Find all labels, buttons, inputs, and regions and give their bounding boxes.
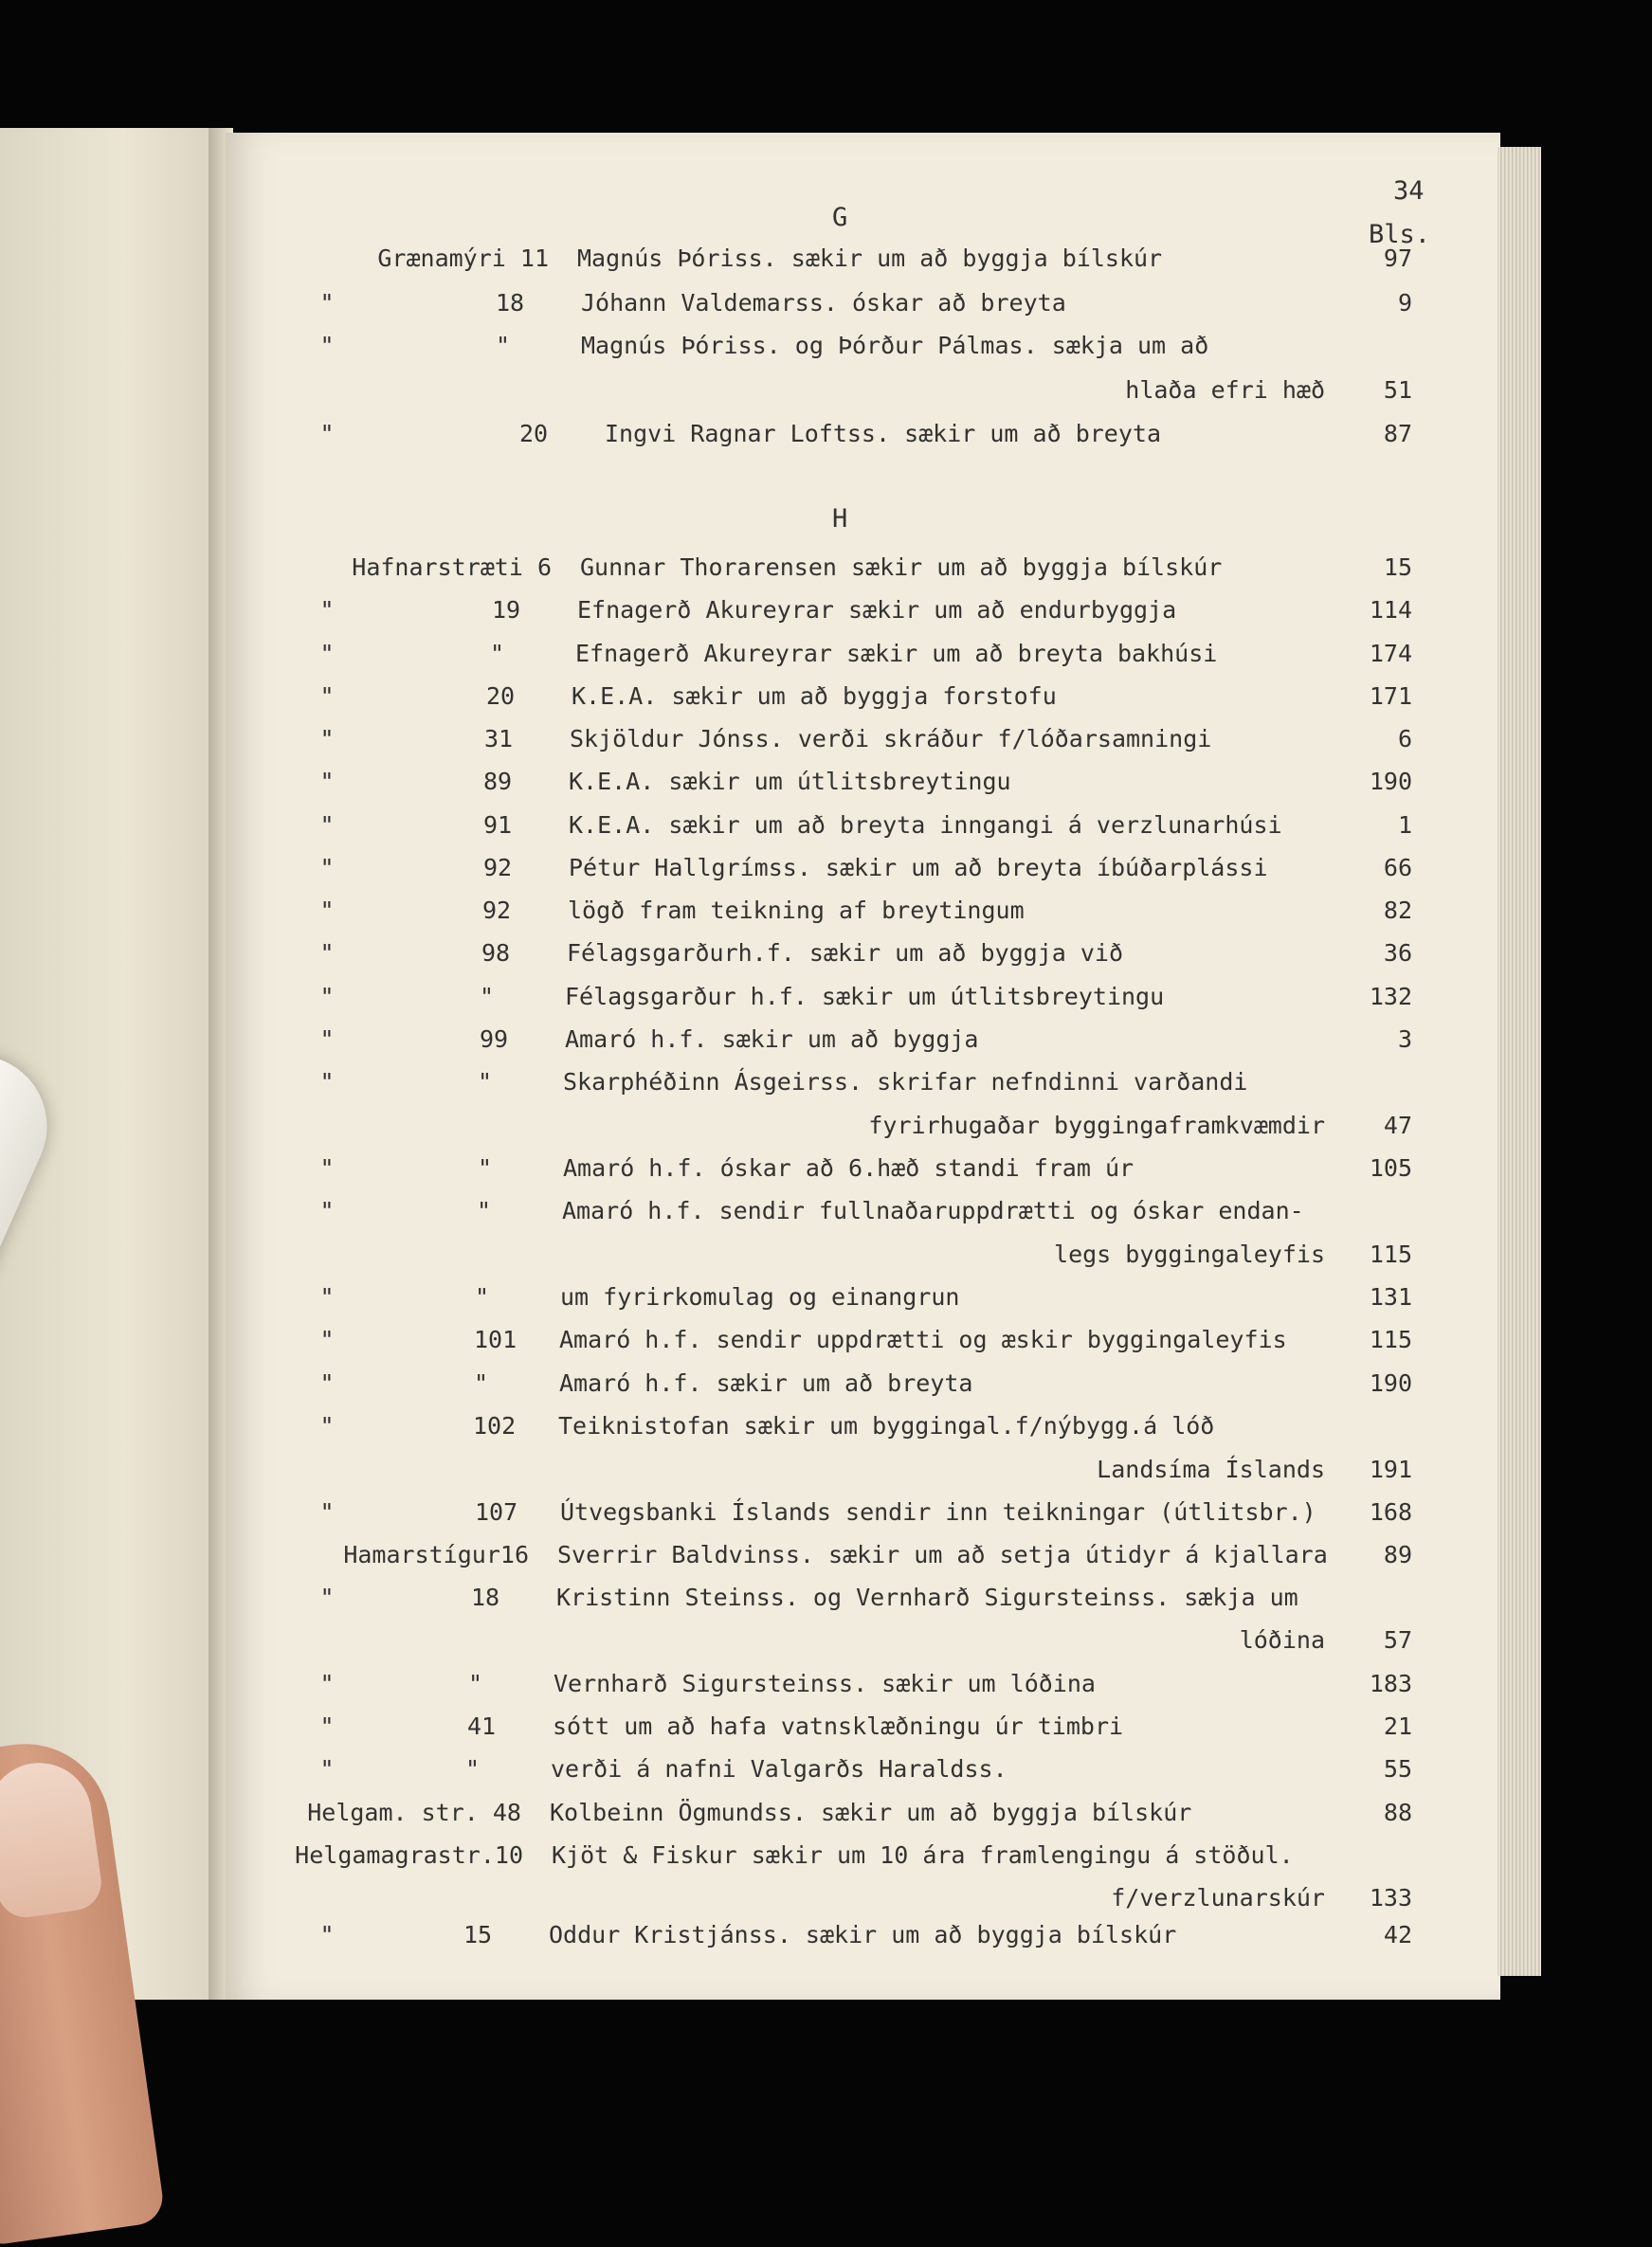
page-reference: 6	[1397, 725, 1412, 752]
entry-description-continued: fyrirhugaðar byggingaframkvæmdir	[868, 1112, 1325, 1139]
section-letter-h: H	[832, 504, 848, 534]
street-name: "	[319, 1921, 335, 1948]
house-number: 89	[483, 768, 513, 795]
house-number: "	[478, 1068, 493, 1096]
entry-description: Efnagerð Akureyrar sækir um að breyta bakhúsi	[575, 640, 1218, 667]
house-number: 15	[463, 1921, 493, 1948]
page-reference: 3	[1397, 1025, 1412, 1053]
house-number: 20	[486, 682, 516, 710]
page-reference: 190	[1369, 768, 1412, 795]
entry-description: Amaró h.f. sendir uppdrætti og æskir byggingaleyfis	[559, 1326, 1287, 1353]
page-reference: 115	[1369, 1326, 1412, 1353]
entry-description: Skarphéðinn Ásgeirss. skrifar nefndinni varðandi	[563, 1068, 1248, 1096]
entry-description: Sverrir Baldvinss. sækir um að setja útidyr á kjallara	[557, 1541, 1328, 1568]
house-number: 91	[483, 811, 513, 839]
street-name: "	[319, 682, 335, 710]
entry-description: Kristinn Steinss. og Vernharð Sigursteinss. sækja um	[556, 1584, 1298, 1611]
house-number: "	[474, 1369, 489, 1397]
page-reference: 66	[1383, 854, 1412, 881]
entry-description-continued: lóðina	[1239, 1626, 1325, 1654]
page-reference: 174	[1369, 640, 1412, 667]
entry-description: Útvegsbanki Íslands sendir inn teikningar (útlitsbr.)	[560, 1498, 1316, 1526]
street-name: "	[319, 1283, 335, 1311]
street-name: "	[319, 1712, 335, 1740]
page-reference: 1	[1397, 811, 1412, 839]
left-page	[0, 128, 226, 2000]
entry-description: sótt um að hafa vatnsklæðningu úr timbri	[553, 1712, 1124, 1740]
house-number: "	[477, 1197, 492, 1224]
page-reference: 55	[1383, 1755, 1412, 1783]
house-number: 20	[519, 420, 549, 447]
street-name: "	[319, 420, 335, 447]
entry-description: Amaró h.f. sækir um að byggja	[565, 1025, 979, 1053]
street-name: "	[319, 1412, 335, 1440]
house-number: 102	[473, 1412, 517, 1440]
house-number: "	[478, 1154, 493, 1182]
entry-description: Oddur Kristjánss. sækir um að byggja bílskúr	[549, 1921, 1177, 1948]
street-name: "	[319, 1755, 335, 1783]
entry-description: Kjöt & Fiskur sækir um 10 ára framlengingu á stöðul.	[552, 1841, 1294, 1869]
street-name: "	[319, 768, 335, 795]
page-edges	[1498, 147, 1541, 1976]
page-reference: 190	[1369, 1369, 1412, 1397]
entry-description: Amaró h.f. sækir um að breyta	[559, 1369, 973, 1397]
entry-description: Amaró h.f. sendir fullnaðaruppdrætti og óskar endan-	[562, 1197, 1304, 1224]
street-name: "	[319, 1498, 335, 1526]
house-number: "	[480, 983, 495, 1010]
entry-description-continued: Landsíma Íslands	[1097, 1456, 1325, 1483]
street-name: "	[319, 1025, 335, 1053]
entry-description-continued: f/verzlunarskúr	[1111, 1884, 1325, 1912]
page-reference: 88	[1383, 1799, 1412, 1826]
house-number: "	[468, 1670, 483, 1697]
street-name: "	[319, 811, 335, 839]
street-name: "	[319, 939, 335, 967]
street-name: "	[319, 1326, 335, 1353]
page-reference: 47	[1383, 1112, 1412, 1139]
entry-description: Teiknistofan sækir um byggingal.f/nýbygg.á lóð	[558, 1412, 1215, 1440]
page-number: 34	[1393, 176, 1425, 206]
page-reference: 36	[1383, 939, 1412, 967]
street-name: "	[319, 725, 335, 752]
house-number: 98	[481, 939, 511, 967]
street-name: "	[319, 596, 335, 624]
entry-description: K.E.A. sækir um að byggja forstofu	[572, 682, 1057, 710]
street-name: Helgam. str. 48	[307, 1799, 521, 1826]
street-name: "	[319, 332, 335, 359]
entry-description: Jóhann Valdemarss. óskar að breyta	[581, 289, 1066, 317]
house-number: 18	[496, 289, 525, 317]
entry-description: Félagsgarðurh.f. sækir um að byggja við	[567, 939, 1123, 967]
house-number: "	[496, 332, 511, 359]
street-name: "	[319, 1369, 335, 1397]
house-number: 107	[475, 1498, 518, 1526]
entry-description: lögð fram teikning af breytingum	[568, 897, 1025, 924]
entry-description: Kolbeinn Ögmundss. sækir um að byggja bílskúr	[550, 1799, 1192, 1826]
house-number: 41	[467, 1712, 497, 1740]
page-reference: 168	[1369, 1498, 1412, 1526]
entry-description: Magnús Þóriss. sækir um að byggja bílskúr	[577, 245, 1163, 272]
house-number: "	[475, 1283, 490, 1311]
page-reference: 132	[1369, 983, 1412, 1010]
street-name: "	[319, 897, 335, 924]
entry-description: Skjöldur Jónss. verði skráður f/lóðarsamningi	[570, 725, 1212, 752]
street-name: Helgamagrastr.10	[295, 1841, 523, 1869]
house-number: 31	[484, 725, 514, 752]
page-reference: 87	[1383, 420, 1412, 447]
page-reference: 97	[1383, 245, 1412, 272]
entry-description: Amaró h.f. óskar að 6.hæð standi fram úr	[563, 1154, 1135, 1182]
street-name: "	[319, 1154, 335, 1182]
page-column-header: Bls.	[1369, 220, 1431, 249]
house-number: "	[490, 640, 505, 667]
house-number: "	[465, 1755, 481, 1783]
page-reference: 133	[1369, 1884, 1412, 1912]
page-reference: 57	[1383, 1626, 1412, 1654]
page-reference: 9	[1397, 289, 1412, 317]
street-name: "	[319, 854, 335, 881]
page-reference: 51	[1383, 376, 1412, 404]
page-reference: 171	[1369, 682, 1412, 710]
page-reference: 15	[1383, 553, 1412, 581]
page-reference: 82	[1383, 897, 1412, 924]
entry-description: Pétur Hallgrímss. sækir um að breyta íbúðarplássi	[569, 854, 1268, 881]
entry-description: verði á nafni Valgarðs Haraldss.	[551, 1755, 1008, 1783]
street-name: "	[319, 1584, 335, 1611]
house-number: 18	[471, 1584, 500, 1611]
street-name: Grænamýri 11	[377, 245, 549, 272]
entry-description: Efnagerð Akureyrar sækir um að endurbyggja	[577, 596, 1177, 624]
page-reference: 191	[1369, 1456, 1412, 1483]
entry-description: Gunnar Thorarensen sækir um að byggja bílskúr	[580, 553, 1223, 581]
entry-description-continued: legs byggingaleyfis	[1054, 1241, 1325, 1268]
section-letter-g: G	[832, 203, 848, 232]
street-name: "	[319, 1197, 335, 1224]
entry-description: um fyrirkomulag og einangrun	[560, 1283, 960, 1311]
entry-description-continued: hlaða efri hæð	[1125, 376, 1325, 404]
street-name: "	[319, 1670, 335, 1697]
page-reference: 115	[1369, 1241, 1412, 1268]
house-number: 101	[474, 1326, 517, 1353]
page-reference: 131	[1369, 1283, 1412, 1311]
entry-description: Ingvi Ragnar Loftss. sækir um að breyta	[605, 420, 1161, 447]
entry-description: Félagsgarður h.f. sækir um útlitsbreytingu	[565, 983, 1165, 1010]
street-name: "	[319, 1068, 335, 1096]
entry-description: K.E.A. sækir um útlitsbreytingu	[569, 768, 1011, 795]
entry-description: K.E.A. sækir um að breyta inngangi á verzlunarhúsi	[569, 811, 1282, 839]
entry-description: Vernharð Sigursteinss. sækir um lóðina	[554, 1670, 1096, 1697]
street-name: Hamarstígur16	[343, 1541, 529, 1568]
page-reference: 183	[1369, 1670, 1412, 1697]
street-name: "	[319, 640, 335, 667]
street-name: Hafnarstræti 6	[352, 553, 552, 581]
street-name: "	[319, 289, 335, 317]
page-reference: 105	[1369, 1154, 1412, 1182]
house-number: 92	[483, 854, 513, 881]
page-reference: 42	[1383, 1921, 1412, 1948]
page-reference: 114	[1369, 596, 1412, 624]
house-number: 92	[482, 897, 512, 924]
entry-description: Magnús Þóriss. og Þórður Pálmas. sækja um að	[581, 332, 1209, 359]
house-number: 99	[480, 1025, 509, 1053]
page-reference: 21	[1383, 1712, 1412, 1740]
house-number: 19	[492, 596, 521, 624]
page-reference: 89	[1383, 1541, 1412, 1568]
street-name: "	[319, 983, 335, 1010]
